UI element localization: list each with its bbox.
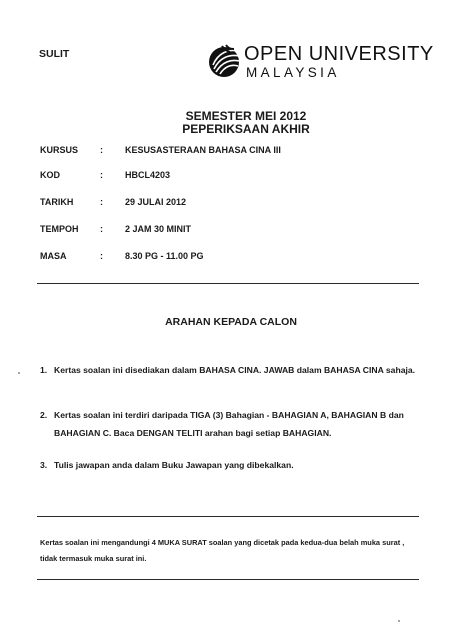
scan-speck xyxy=(398,620,400,622)
semester-heading: SEMESTER MEI 2012 xyxy=(185,109,307,123)
instruction-number: 2. xyxy=(40,410,48,420)
instruction-item-2 xyxy=(40,406,430,446)
info-colon: : xyxy=(100,224,103,234)
exam-heading: PEPERIKSAAN AKHIR xyxy=(182,122,310,136)
divider-middle xyxy=(37,516,419,517)
info-colon: : xyxy=(100,145,103,155)
university-logo xyxy=(206,43,434,83)
instruction-text: Tulis jawapan anda dalam Buku Jawapan yang dibekalkan. xyxy=(54,460,294,470)
oum-swirl-icon xyxy=(206,43,242,79)
info-value: 2 JAM 30 MINIT xyxy=(125,224,192,234)
instruction-text: Kertas soalan ini terdiri daripada TIGA (3) Bahagian - BAHAGIAN A, BAHAGIAN B dan BAHAGIAN C. Baca DENGAN TELITI arahan bagi setiap BAHAGIAN. xyxy=(54,410,404,438)
scan-speck xyxy=(18,372,20,374)
instruction-number: 1. xyxy=(40,365,48,375)
page-count-note: Kertas soalan ini mengandungi 4 MUKA SURAT soalan yang dicetak pada kedua-dua belah muka surat , tidak termasuk muka surat ini. xyxy=(40,538,405,563)
info-value: 29 JULAI 2012 xyxy=(125,197,187,207)
info-value: HBCL4203 xyxy=(125,170,171,180)
info-label: TEMPOH xyxy=(40,224,79,234)
logo-text-primary: OPEN UNIVERSITY xyxy=(244,43,434,65)
instruction-text: Kertas soalan ini disediakan dalam BAHASA CINA. JAWAB dalam BAHASA CINA sahaja. xyxy=(54,365,416,375)
info-value: 8.30 PG - 11.00 PG xyxy=(125,251,204,261)
info-colon: : xyxy=(100,251,103,261)
instruction-number: 3. xyxy=(40,460,48,470)
info-label: KURSUS xyxy=(40,145,79,155)
instructions-heading: ARAHAN KEPADA CALON xyxy=(165,316,297,328)
classification-label: SULIT xyxy=(39,48,70,60)
info-colon: : xyxy=(100,197,103,207)
info-colon: : xyxy=(100,170,103,180)
instruction-item-3 xyxy=(40,456,430,476)
logo-text-secondary: MALAYSIA xyxy=(246,65,340,80)
info-value: KESUSASTERAAN BAHASA CINA III xyxy=(125,145,281,155)
info-label: KOD xyxy=(40,170,60,180)
info-label: TARIKH xyxy=(40,197,74,207)
info-label: MASA xyxy=(40,251,67,261)
divider-top xyxy=(37,283,419,284)
instruction-item-1 xyxy=(40,361,430,401)
divider-bottom xyxy=(37,579,419,580)
